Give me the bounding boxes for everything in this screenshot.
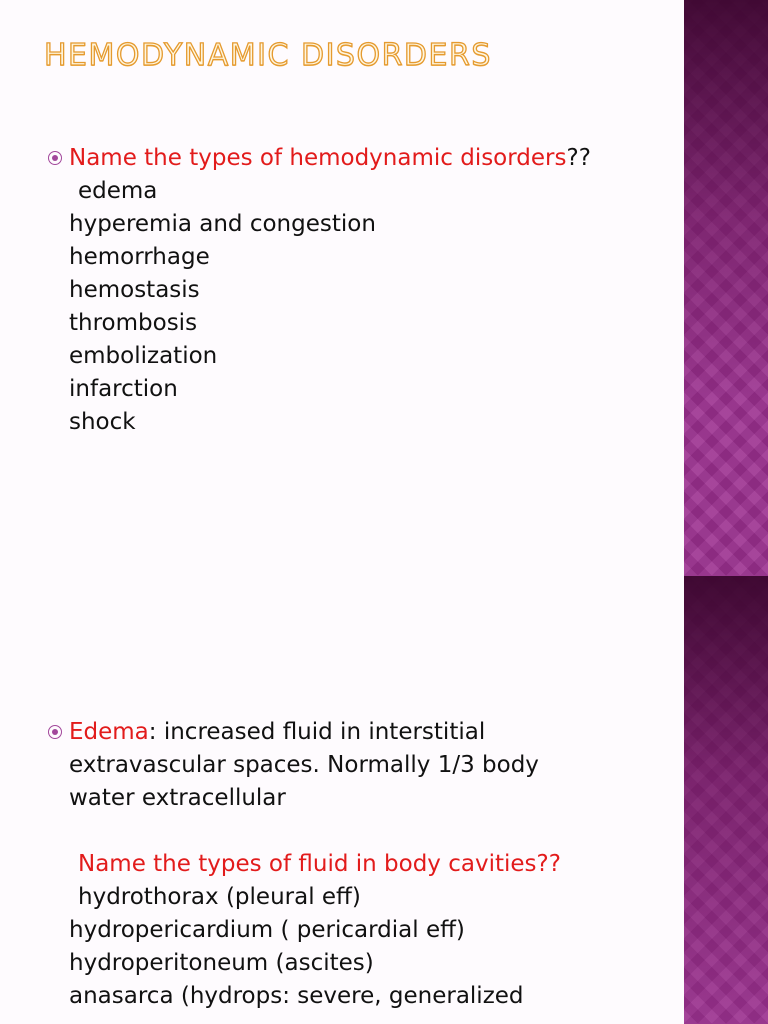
question-suffix: ?? <box>566 145 591 171</box>
list-item: hemorrhage <box>69 244 210 270</box>
list-item: embolization <box>69 343 218 369</box>
definition-line: water extracellular <box>69 785 286 811</box>
list-item: hemostasis <box>69 277 200 303</box>
question-line: Name the types of fluid in body cavities?? <box>78 851 561 877</box>
bullet-icon <box>48 151 62 165</box>
question-line <box>69 142 591 175</box>
definition-line: extravascular spaces. Normally 1/3 body <box>69 752 539 778</box>
definition-text: : increased fluid in interstitial <box>148 719 486 745</box>
slide-edema <box>0 576 768 1024</box>
bullet-block-edema <box>48 716 561 1013</box>
list-item: hyperemia and congestion <box>69 211 376 237</box>
list-item: anasarca (hydrops: severe, generalized <box>69 983 524 1009</box>
bullet-icon <box>48 725 62 739</box>
definition-line <box>69 716 561 749</box>
decorative-side-band <box>684 576 768 1024</box>
list-item: edema <box>78 178 158 204</box>
list-item: hydrothorax (pleural eff) <box>78 884 361 910</box>
list-item: shock <box>69 409 136 435</box>
edema-term: Edema <box>69 719 149 745</box>
slide-title: HEMODYNAMIC DISORDERS <box>44 38 492 73</box>
spacer <box>48 815 561 848</box>
bullet-block-types <box>48 142 591 439</box>
question-text: Name the types of hemodynamic disorders <box>69 145 567 171</box>
list-item: infarction <box>69 376 178 402</box>
list-item: thrombosis <box>69 310 198 336</box>
list-item: hydroperitoneum (ascites) <box>69 950 374 976</box>
decorative-side-band <box>684 0 768 576</box>
list-item: hydropericardium ( pericardial eff) <box>69 917 465 943</box>
